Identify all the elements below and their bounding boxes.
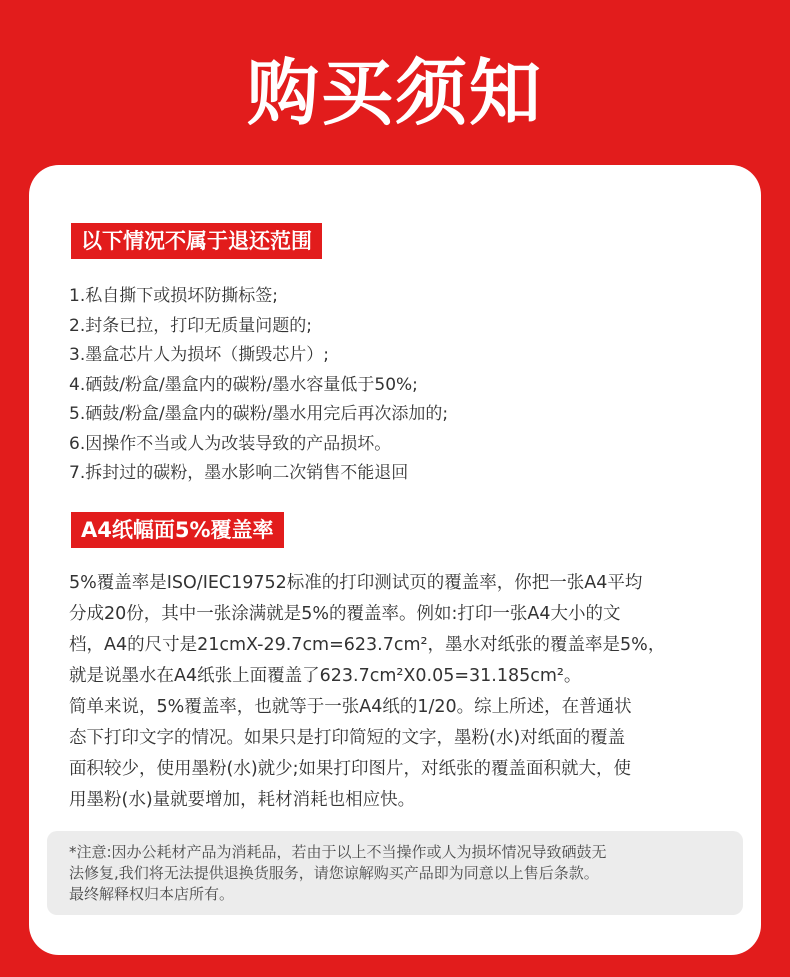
notice-card (29, 165, 761, 955)
paragraph-line: 就是说墨水在A4纸张上面覆盖了623.7cm²X0.05=31.185cm²。 (69, 666, 582, 686)
list-item: 7.拆封过的碳粉，墨水影响二次销售不能退回 (69, 463, 409, 483)
paragraph-line: 态下打印文字的情况。如果只是打印简短的文字，墨粉(水)对纸面的覆盖 (69, 728, 626, 748)
exclusion-list (69, 282, 448, 489)
paragraph-line: 用墨粉(水)量就要增加，耗材消耗也相应快。 (69, 790, 416, 810)
list-item: 6.因操作不当或人为改装导致的产品损坏。 (69, 433, 392, 454)
list-item: 5.硒鼓/粉盒/墨盒内的碳粉/墨水用完后再次添加的; (69, 404, 449, 424)
section-heading-coverage: A4纸幅面5%覆盖率 (71, 512, 284, 548)
note-line: 法修复,我们将无法提供退换货服务，请您谅解购买产品即为同意以上售后条款。 (69, 864, 599, 882)
disclaimer-note (47, 831, 743, 915)
list-item: 1.私自撕下或损坏防撕标签; (69, 286, 278, 306)
coverage-paragraph (69, 568, 729, 816)
paragraph-line: 简单来说，5%覆盖率，也就等于一张A4纸的1/20。综上所述，在普通状 (69, 697, 632, 717)
section-heading-exclusions: 以下情况不属于退还范围 (71, 223, 322, 259)
page-title: 购买须知 (246, 51, 543, 135)
paragraph-line: 面积较少，使用墨粉(水)就少;如果打印图片，对纸张的覆盖面积就大，使 (69, 759, 632, 779)
list-item: 3.墨盒芯片人为损坏（撕毁芯片）; (69, 345, 329, 365)
paragraph-line: 5%覆盖率是ISO/IEC19752标准的打印测试页的覆盖率，你把一张A4平均 (69, 573, 643, 593)
note-line: *注意:因办公耗材产品为消耗品，若由于以上不当操作或人为损坏情况导致硒鼓无 (69, 843, 607, 861)
paragraph-line: 档，A4的尺寸是21cmX-29.7cm=623.7cm²，墨水对纸张的覆盖率是5%， (69, 635, 666, 655)
note-line: 最终解释权归本店所有。 (69, 885, 235, 903)
list-item: 2.封条已拉，打印无质量问题的; (69, 315, 312, 336)
paragraph-line: 分成20份，其中一张涂满就是5%的覆盖率。例如:打印一张A4大小的文 (69, 604, 621, 624)
list-item: 4.硒鼓/粉盒/墨盒内的碳粉/墨水容量低于50%; (69, 374, 418, 395)
